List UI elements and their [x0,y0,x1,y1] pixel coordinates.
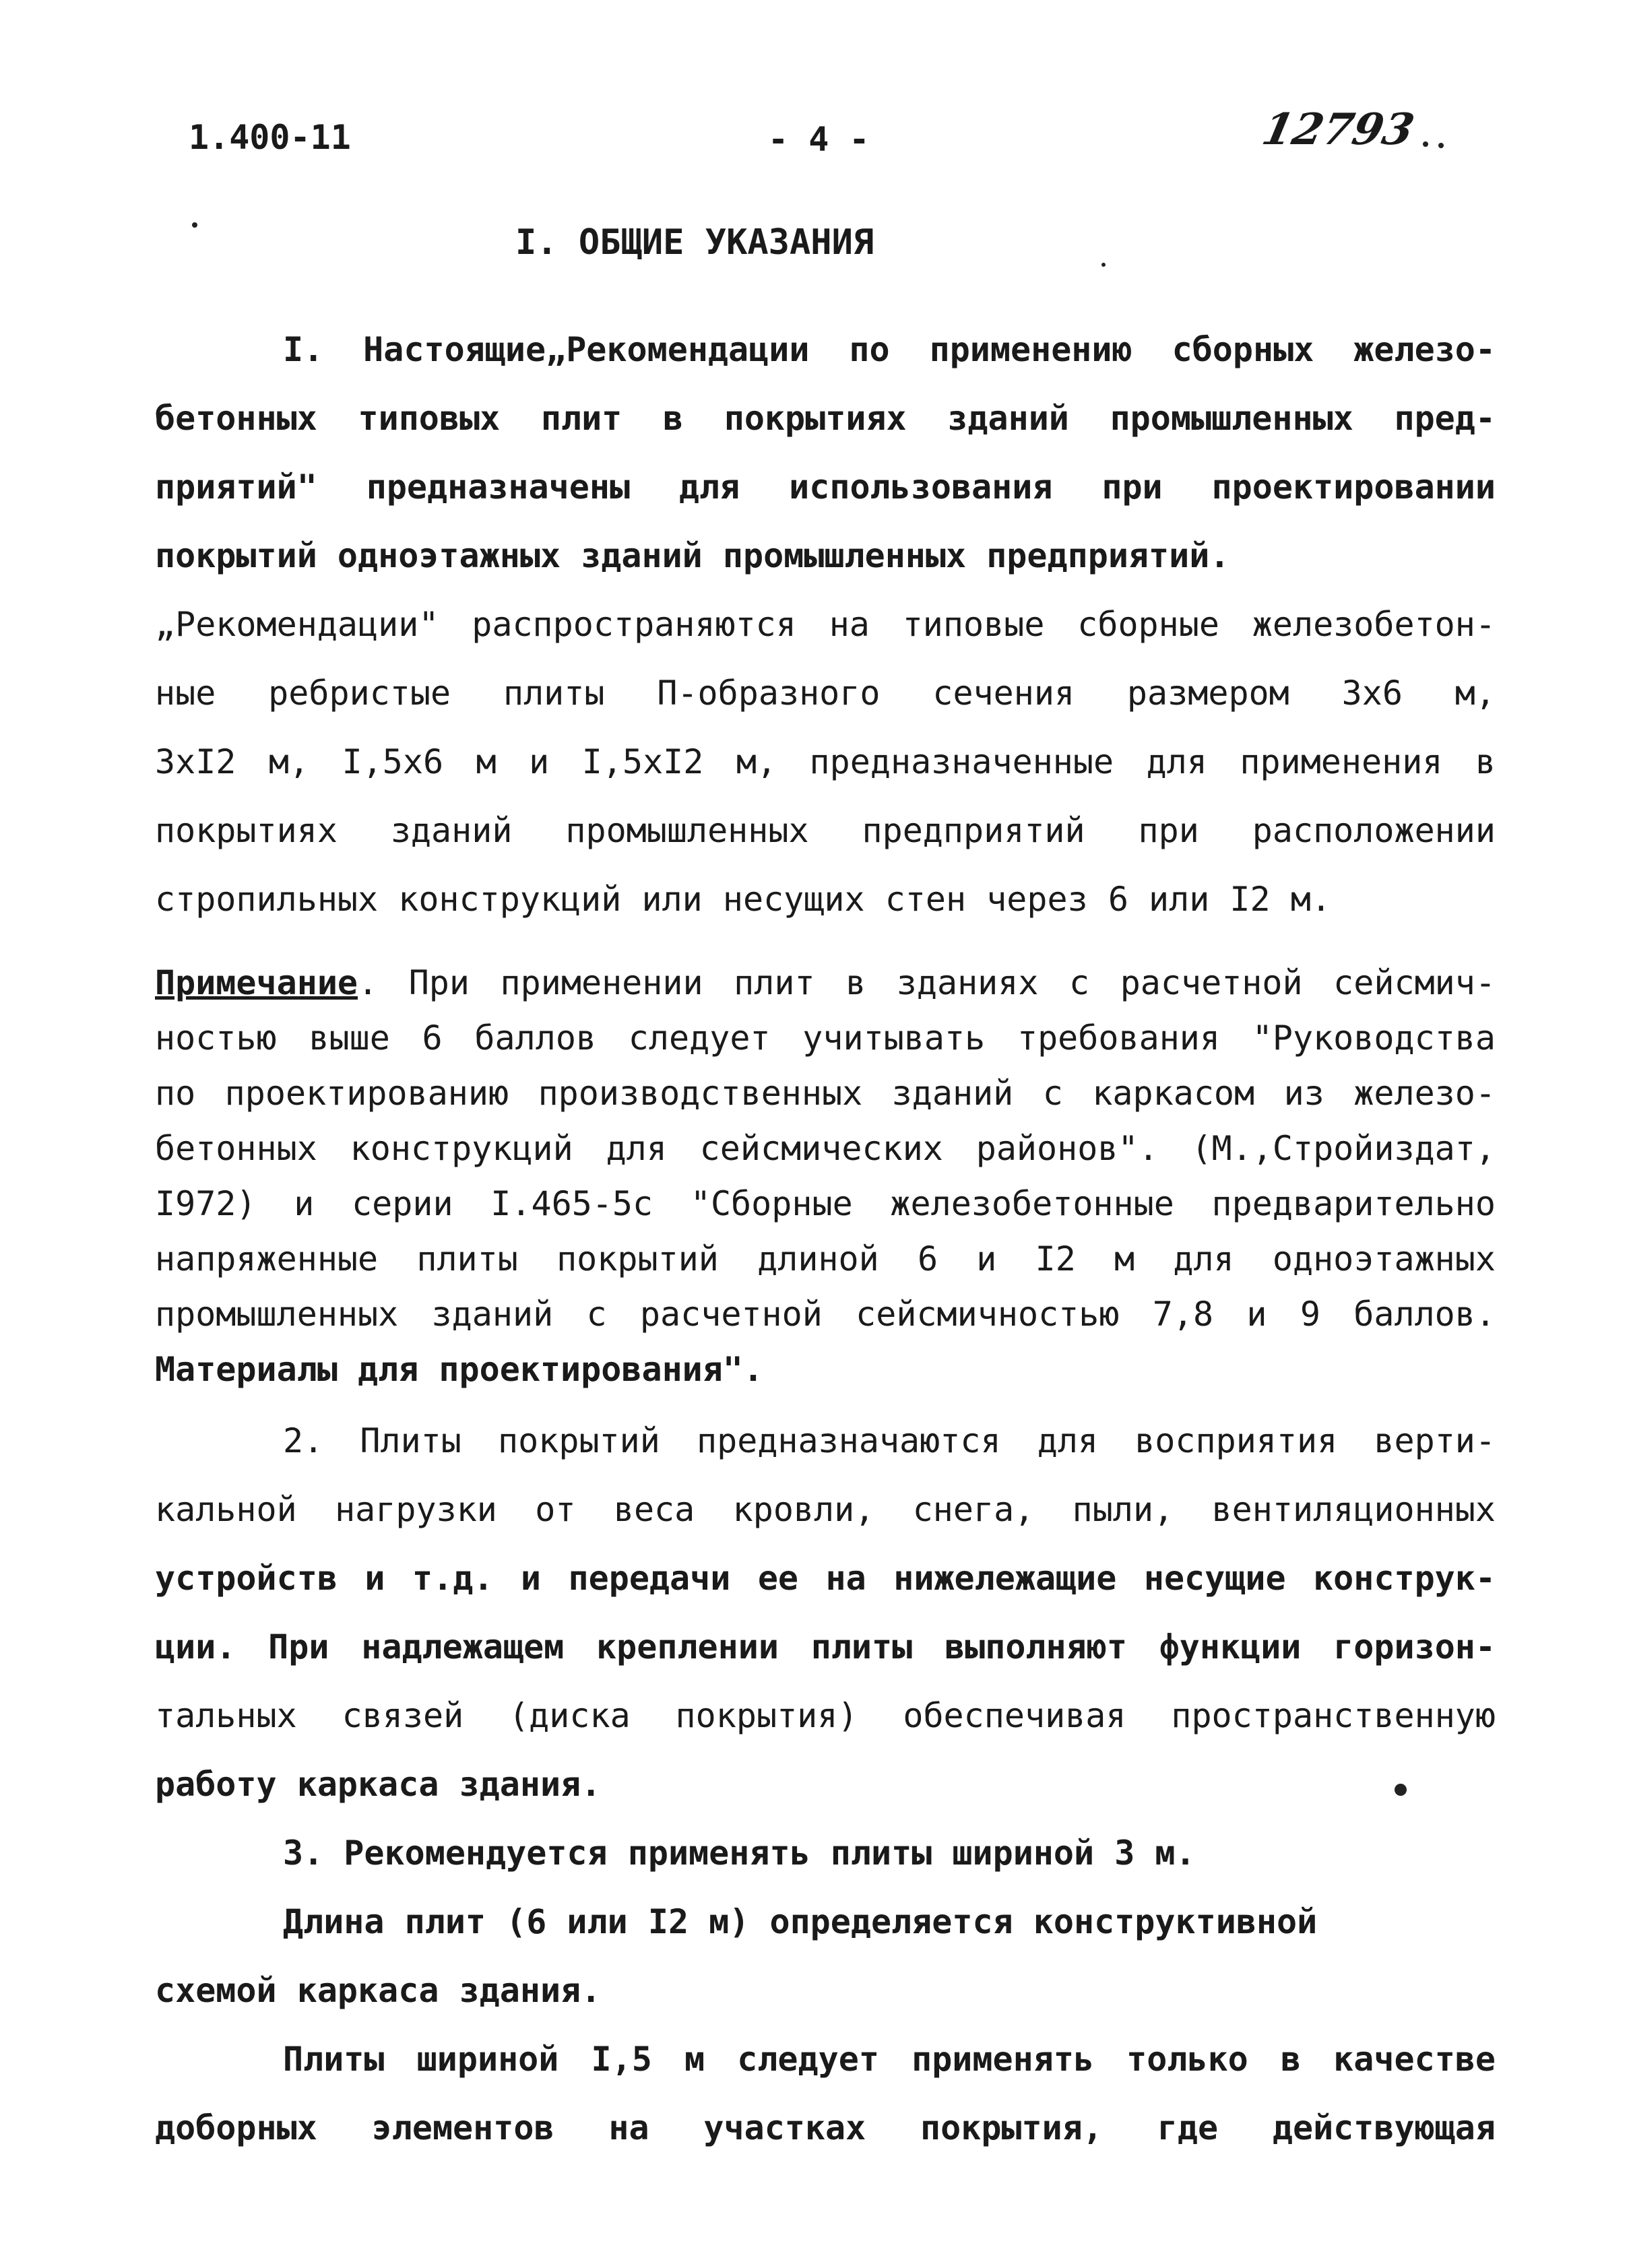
note-line: напряженные плиты покрытий длиной 6 и I2 м для одноэтажных [155,1239,1496,1278]
handwritten-stamp-number: 12793 [1258,104,1419,155]
section-title: I. ОБЩИЕ УКАЗАНИЯ [515,222,874,263]
paragraph-line: „Рекомендации" распространяются на типовые сборные железобетон- [155,605,1496,644]
note-line: Материалы для проектирования". [155,1350,764,1389]
note-first-line-text: . При применении плит в зданиях с расчетной сейсмич- [358,963,1496,1002]
paragraph-line: Плиты шириной I,5 м следует применять только в качестве [283,2040,1496,2079]
paragraph-line: стропильных конструкций или несущих стен через 6 или I2 м. [155,880,1331,919]
note-line: по проектированию производственных зданий с каркасом из железо- [155,1074,1496,1113]
scan-speck [1395,1784,1407,1796]
paragraph-line: кальной нагрузки от веса кровли, снега, пыли, вентиляционных [155,1490,1496,1529]
page-number: - 4 - [768,120,870,159]
paragraph-line: тальных связей (диска покрытия) обеспечивая пространственную [155,1696,1496,1735]
paragraph-line: 3. Рекомендуется применять плиты шириной 3 м. [283,1834,1196,1873]
paragraph-line: покрытиях зданий промышленных предприятий при расположении [155,811,1496,850]
paragraph-line: приятий" предназначены для использования при проектировании [155,467,1496,507]
paragraph-line: бетонных типовых плит в покрытиях зданий промышленных пред- [155,399,1496,438]
note-label: Примечание [155,963,358,1002]
scan-speck [192,222,197,228]
note-line: бетонных конструкций для сейсмических районов". (М.,Стройиздат, [155,1129,1496,1168]
paragraph-line: I. Настоящие„Рекомендации по применению сборных железо- [283,330,1496,369]
scan-speck [1438,143,1444,148]
paragraph-line: ции. При надлежащем креплении плиты выполняют функции горизон- [155,1627,1496,1666]
paragraph-line: 3хI2 м, I,5х6 м и I,5хI2 м, предназначенные для применения в [155,742,1496,781]
paragraph-line: работу каркаса здания. [155,1765,602,1804]
note-line: ностью выше 6 баллов следует учитывать требования "Руководства [155,1018,1496,1058]
paragraph-line: схемой каркаса здания. [155,1971,602,2010]
document-code: 1.400-11 [189,118,351,157]
scan-speck [1101,263,1106,267]
paragraph-line: Длина плит (6 или I2 м) определяется конструктивной [283,1902,1318,1941]
paragraph-line: устройств и т.д. и передачи ее на нижележащие несущие конструк- [155,1559,1496,1598]
paragraph-line: покрытий одноэтажных зданий промышленных предприятий. [155,536,1230,575]
note-line: промышленных зданий с расчетной сейсмичностью 7,8 и 9 баллов. [155,1295,1496,1334]
paragraph-line: доборных элементов на участках покрытия, где действующая [155,2108,1496,2147]
note-first-line [155,963,1496,1002]
paragraph-line: ные ребристые плиты П-образного сечения размером 3х6 м, [155,674,1496,713]
note-line: I972) и серии I.465-5с "Сборные железобетонные предварительно [155,1184,1496,1223]
paragraph-line: 2. Плиты покрытий предназначаются для восприятия верти- [283,1421,1496,1460]
scan-speck [1423,141,1428,147]
